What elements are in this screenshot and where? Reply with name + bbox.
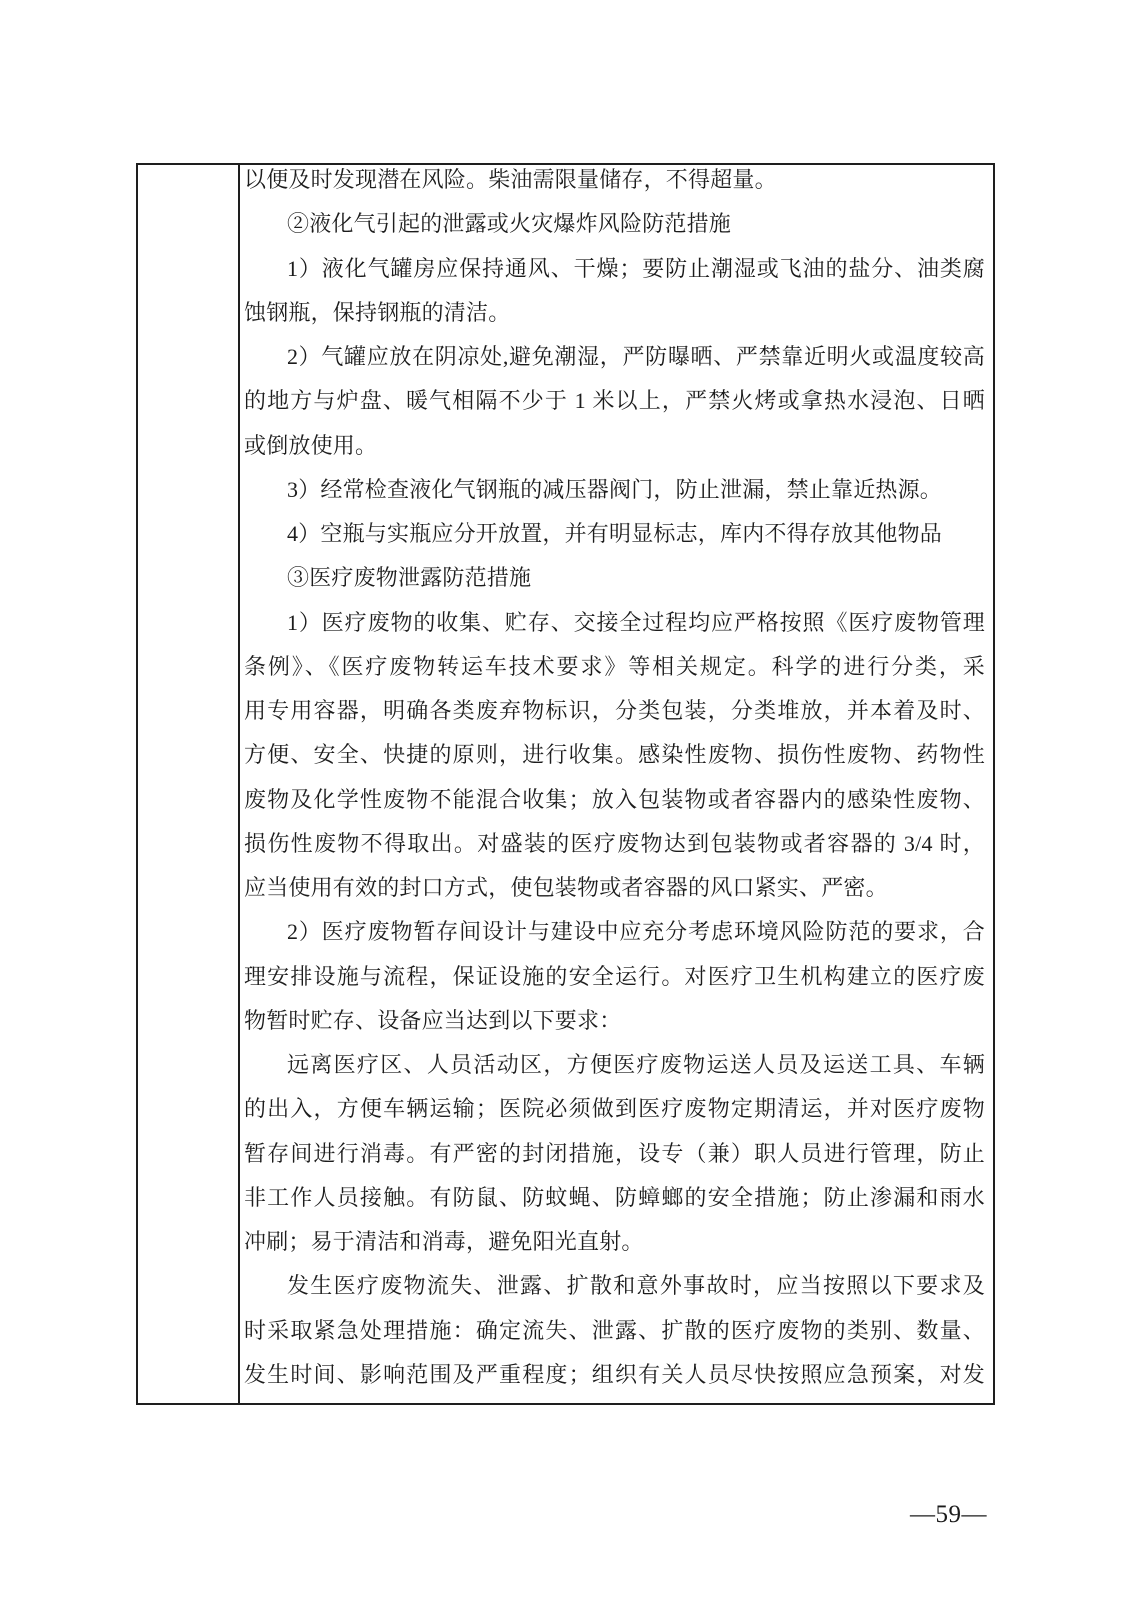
- text-line: ②液化气引起的泄露或火灾爆炸风险防范措施: [287, 211, 732, 237]
- text-line: 或倒放使用。: [244, 432, 378, 458]
- text-line: 用专用容器，明确各类废弃物标识，分类包装，分类堆放，并本着及时、: [244, 698, 985, 723]
- text-line: 时采取紧急处理措施：确定流失、泄露、扩散的医疗废物的类别、数量、: [244, 1317, 985, 1343]
- text-line: 发生医疗废物流失、泄露、扩散和意外事故时，应当按照以下要求及: [287, 1273, 985, 1299]
- text-line: 方便、安全、快捷的原则，进行收集。感染性废物、损伤性废物、药物性: [244, 742, 985, 768]
- text-line: 应当使用有效的封口方式，使包装物或者容器的风口紧实、严密。: [244, 875, 888, 900]
- text-line: 1）液化气罐房应保持通风、干燥；要防止潮湿或飞油的盐分、油类腐: [287, 255, 985, 281]
- table-cell-row-label: [138, 165, 240, 1403]
- text-line: 2）医疗废物暂存间设计与建设中应充分考虑环境风险防范的要求，合: [287, 919, 985, 945]
- content-table: [136, 163, 995, 1405]
- text-line: 3）经常检查液化气钢瓶的减压器阀门，防止泄漏，禁止靠近热源。: [287, 476, 943, 502]
- text-line: ③医疗废物泄露防范措施: [287, 565, 532, 591]
- text-line: 废物及化学性废物不能混合收集；放入包装物或者容器内的感染性废物、: [244, 786, 985, 812]
- text-line: 2）气罐应放在阴凉处,避免潮湿，严防曝晒、严禁靠近明火或温度较高: [287, 344, 985, 369]
- text-line: 的出入，方便车辆运输；医院必须做到医疗废物定期清运，并对医疗废物: [244, 1096, 985, 1122]
- text-line: 条例》、《医疗废物转运车技术要求》等相关规定。科学的进行分类，采: [244, 653, 985, 679]
- text-line: 以便及时发现潜在风险。柴油需限量储存，不得超量。: [244, 167, 777, 192]
- text-line: 远离医疗区、人员活动区，方便医疗废物运送人员及运送工具、车辆: [287, 1052, 985, 1077]
- text-line: 暂存间进行消毒。有严密的封闭措施，设专（兼）职人员进行管理，防止: [244, 1140, 985, 1166]
- text-line: 发生时间、影响范围及严重程度；组织有关人员尽快按照应急预案，对发: [244, 1361, 985, 1387]
- text-line: 4）空瓶与实瓶应分开放置，并有明显标志，库内不得存放其他物品: [287, 521, 943, 546]
- text-line: 的地方与炉盘、暖气相隔不少于 1 米以上，严禁火烤或拿热水浸泡、日晒: [244, 388, 985, 414]
- text-line: 蚀钢瓶，保持钢瓶的清洁。: [244, 299, 511, 325]
- text-line: 物暂时贮存、设备应当达到以下要求：: [244, 1007, 622, 1033]
- table-cell-body: [240, 165, 993, 1403]
- text-line: 理安排设施与流程，保证设施的安全运行。对医疗卫生机构建立的医疗废: [244, 963, 985, 989]
- text-line: 非工作人员接触。有防鼠、防蚊蝇、防蟑螂的安全措施；防止渗漏和雨水: [244, 1184, 985, 1210]
- page-number: —59—: [910, 1501, 987, 1528]
- text-block: [244, 165, 985, 1397]
- text-line: 1）医疗废物的收集、贮存、交接全过程均应严格按照《医疗废物管理: [287, 609, 985, 635]
- text-line: 损伤性废物不得取出。对盛装的医疗废物达到包装物或者容器的 3/4 时，: [244, 830, 985, 856]
- text-line: 冲刷；易于清洁和消毒，避免阳光直射。: [244, 1229, 644, 1254]
